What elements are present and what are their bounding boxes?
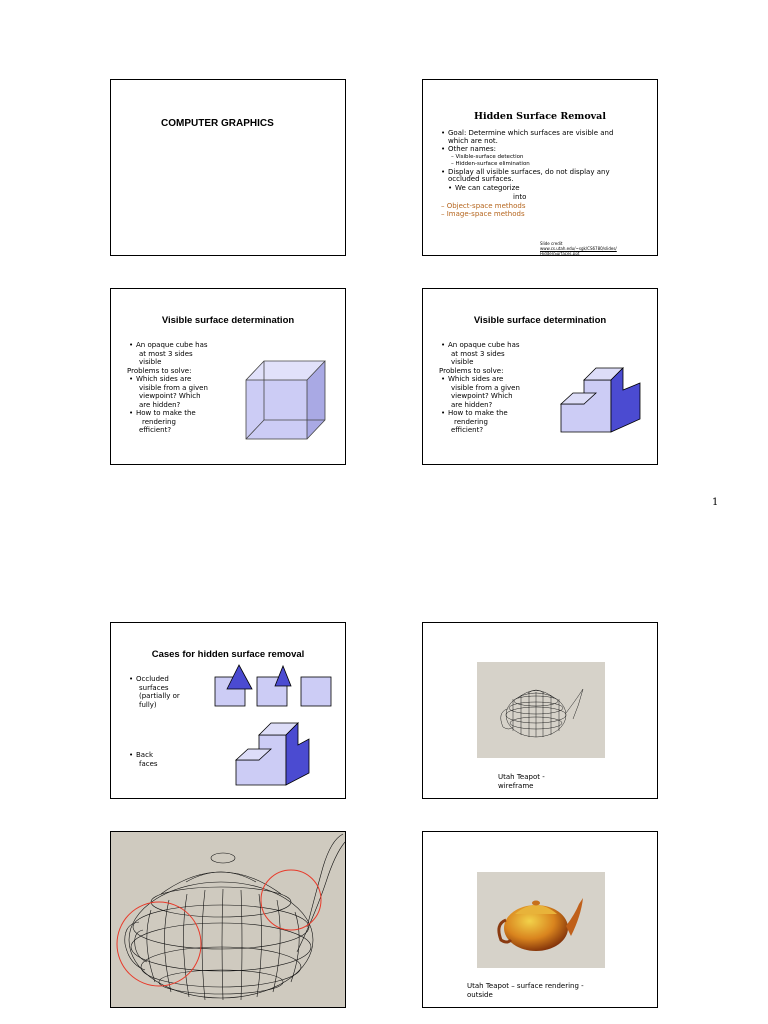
occlusion-figures xyxy=(111,623,346,799)
bullet-text: at most 3 sides xyxy=(451,349,505,358)
teapot-knob xyxy=(211,853,235,863)
credit-label: Slide credit xyxy=(540,241,563,246)
bullet-text: fully) xyxy=(139,700,157,709)
bullet-text: are hidden? xyxy=(139,400,181,409)
bullet-text: efficient? xyxy=(139,426,172,434)
highlight-circle-right xyxy=(261,870,321,930)
bullet-text: visible xyxy=(139,358,162,366)
slide-cases-hidden-surface xyxy=(110,622,346,799)
display-text-2: occluded surfaces. xyxy=(448,175,514,183)
bullet-icon: • xyxy=(129,341,134,349)
bullet-text: Occluded xyxy=(136,675,169,683)
display-text-1: Display all visible surfaces, do not display any xyxy=(448,167,610,176)
teapot-knob xyxy=(532,901,540,906)
transparent-cube-figure xyxy=(111,289,346,465)
slide-visible-surface-steps xyxy=(422,288,658,465)
slide-credit xyxy=(540,241,640,256)
slide-teapot-wireframe-large xyxy=(110,831,346,1008)
backface-step-side xyxy=(286,723,309,785)
teapot-rim xyxy=(151,887,291,917)
credit-link[interactable]: www.cs.utah.edu/~sgk/CS6780/slides/ xyxy=(540,246,617,251)
step-shape-figure xyxy=(423,289,658,465)
bullet-text: An opaque cube has xyxy=(448,341,520,349)
categorize-text: We can categorize xyxy=(455,183,520,192)
bullet-text: at most 3 sides xyxy=(139,349,193,358)
bullet-icon: • xyxy=(448,183,453,192)
caption-line: Utah Teapot – surface rendering - xyxy=(467,982,584,990)
slide-title: Visible surface determination xyxy=(161,315,295,326)
problems-heading: Problems to solve: xyxy=(127,366,192,375)
slide-title: Cases for hidden surface removal xyxy=(151,649,305,660)
slide-teapot-surface xyxy=(422,831,658,1008)
bullet-text: efficient? xyxy=(451,426,484,434)
bullet-text: (partially or xyxy=(139,692,180,700)
bullet-text: How to make the xyxy=(448,409,508,417)
credit-link-2[interactable]: HiddenSurfaces.ppt xyxy=(540,251,580,256)
bullet-text: faces xyxy=(139,759,158,768)
bullet-text: surfaces xyxy=(139,683,169,692)
teapot-spout xyxy=(307,834,343,927)
bullet-icon: • xyxy=(441,375,446,383)
step-side-face xyxy=(611,368,640,432)
goal-text-1: Goal: Determine which surfaces are visible and xyxy=(448,129,614,137)
other-names-text: Other names: xyxy=(448,145,496,153)
slide-computer-graphics xyxy=(110,79,346,256)
object-space-item: – Object-space methods xyxy=(441,201,526,210)
bullet-icon: • xyxy=(129,409,134,417)
bullet-text: viewpoint? Which xyxy=(451,392,513,400)
bullet-text: viewpoint? Which xyxy=(139,392,201,400)
bullet-icon: • xyxy=(441,145,446,153)
bullet-text: Which sides are xyxy=(136,375,192,383)
slide-title: Visible surface determination xyxy=(473,315,607,326)
image-space-item: – Image-space methods xyxy=(441,210,525,218)
teapot-body xyxy=(129,882,313,998)
bullet-text: rendering xyxy=(142,417,176,426)
slide-title: COMPUTER GRAPHICS xyxy=(161,118,274,129)
triangle-partial xyxy=(275,666,291,686)
bullet-text: visible xyxy=(451,358,474,366)
slide-title: Hidden Surface Removal xyxy=(474,111,606,122)
teapot-surface-caption xyxy=(467,982,584,999)
sub-item-visible: – Visible-surface detection xyxy=(451,153,524,160)
bullet-text: visible from a given xyxy=(451,383,520,392)
bullet-icon: • xyxy=(441,167,446,176)
bullet-icon: • xyxy=(441,409,446,417)
bullet-list xyxy=(441,129,651,219)
sub-item-hidden: – Hidden-surface elimination xyxy=(451,160,530,167)
image-background xyxy=(477,662,605,758)
bullet-text: An opaque cube has xyxy=(136,341,208,349)
bullet-text: rendering xyxy=(454,417,488,426)
slide-teapot-wireframe xyxy=(422,622,658,799)
problems-heading: Problems to solve: xyxy=(439,366,504,375)
bullet-icon: • xyxy=(129,675,134,683)
step-front-face xyxy=(561,380,611,432)
caption-line: outside xyxy=(467,990,493,999)
bullet-icon: • xyxy=(441,341,446,349)
teapot-caption xyxy=(498,773,545,790)
caption-line: Utah Teapot - xyxy=(498,773,545,781)
highlight-circle-left xyxy=(117,902,201,986)
bullet-text: How to make the xyxy=(136,409,196,417)
bullet-text: are hidden? xyxy=(451,400,493,409)
bullet-text: Which sides are xyxy=(448,375,504,383)
slide-visible-surface-cube xyxy=(110,288,346,465)
bullet-icon: • xyxy=(129,751,134,759)
bullet-icon: • xyxy=(441,129,446,137)
teapot-large-wireframe xyxy=(111,832,346,1008)
bullet-icon: • xyxy=(129,375,134,383)
square-visible xyxy=(301,677,331,706)
page-number: 1 xyxy=(712,497,719,508)
goal-text-2: which are not. xyxy=(448,136,498,145)
caption-line: wireframe xyxy=(498,781,534,790)
into-text: into xyxy=(513,193,527,201)
slide-hidden-surface-removal xyxy=(422,79,658,256)
bullet-text: Back xyxy=(136,751,153,759)
bullet-text: visible from a given xyxy=(139,383,208,392)
